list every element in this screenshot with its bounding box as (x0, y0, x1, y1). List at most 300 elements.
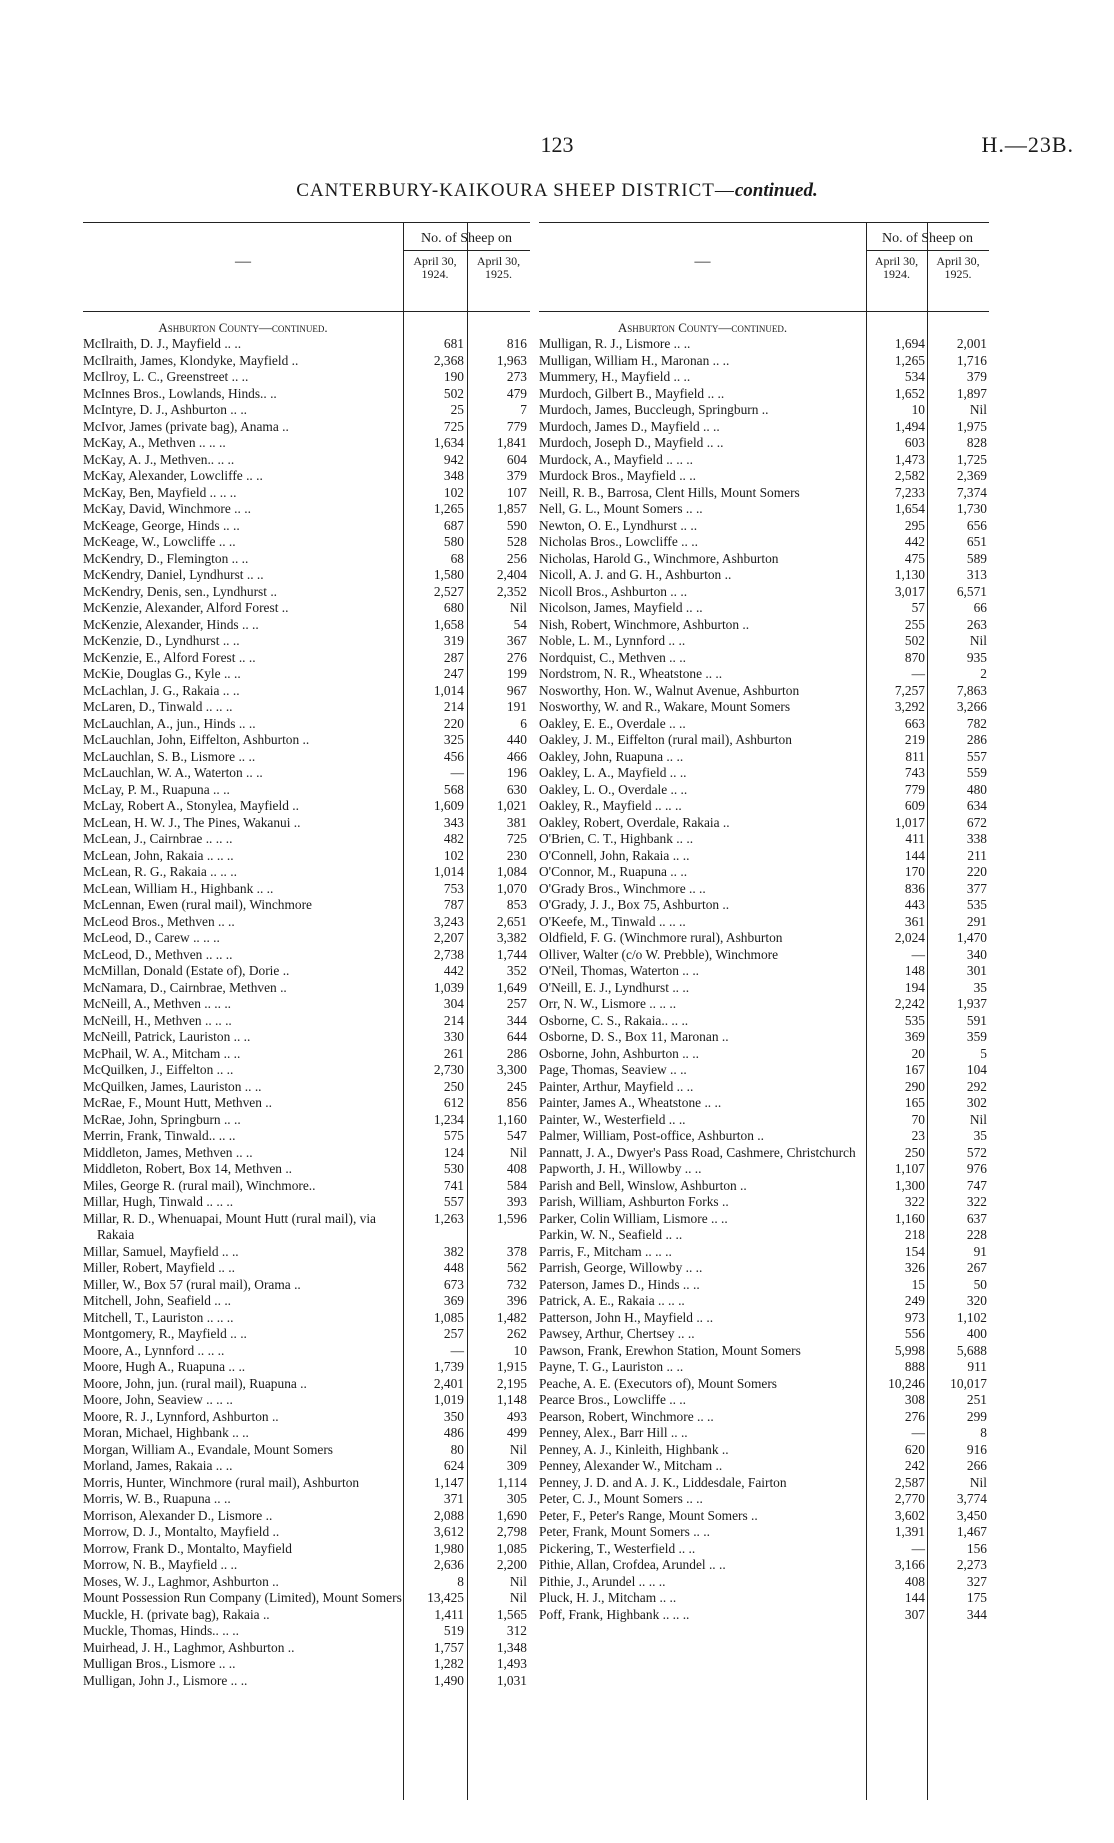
sheep-count-1924: 1,490 (433, 1672, 464, 1688)
sheep-count-1925: 440 (506, 732, 527, 747)
sheep-count-1924: 482 (443, 831, 464, 846)
sheep-count-1924: — (450, 1342, 464, 1358)
holder-name: Oakley, John, Ruapuna .. .. (539, 748, 684, 764)
table-row (539, 419, 989, 436)
sheep-count-1925: 196 (506, 765, 527, 780)
sheep-count-1925: 572 (966, 1144, 987, 1160)
holder-name: O'Connor, M., Ruapuna .. .. (539, 864, 688, 879)
table-row (539, 1574, 989, 1591)
sheep-count-1925: 400 (966, 1326, 987, 1341)
table-row (83, 699, 530, 716)
sheep-count-1925: 3,450 (956, 1507, 987, 1523)
sheep-count-1924: 609 (904, 798, 925, 813)
sheep-count-1924: — (911, 1540, 925, 1556)
left-date-1925-heading (467, 255, 530, 281)
sheep-count-1925: 479 (506, 385, 527, 401)
table-row (83, 848, 530, 865)
table-row (83, 765, 530, 782)
right-rows (539, 336, 989, 1623)
holder-name: Patrick, A. E., Rakaia .. .. .. (539, 1293, 685, 1308)
sheep-count-1924: 214 (443, 1012, 464, 1028)
holder-name: Miller, W., Box 57 (rural mail), Orama .. (83, 1276, 301, 1292)
table-row (83, 501, 530, 518)
sheep-count-1924: 888 (904, 1359, 925, 1374)
table-row (83, 1293, 530, 1310)
sheep-count-1925: 8 (980, 1425, 987, 1440)
sheep-count-1924: 448 (443, 1260, 464, 1275)
table-row (539, 518, 989, 535)
sheep-count-1924: — (911, 1425, 925, 1440)
table-row (83, 1343, 530, 1360)
sheep-count-1925: 535 (966, 897, 987, 912)
holder-name: McLennan, Ewen (rural mail), Winchmore (83, 897, 313, 912)
sheep-count-1925: 499 (506, 1425, 527, 1440)
sheep-count-1925: 2,195 (496, 1375, 527, 1391)
sheep-count-1924: 7,257 (894, 682, 925, 698)
sheep-count-1925: 584 (506, 1177, 527, 1193)
sheep-count-1924: 304 (443, 996, 464, 1011)
sheep-count-1924: 68 (450, 550, 464, 566)
holder-name: McNamara, D., Cairnbrae, Methven .. (83, 979, 287, 995)
sheep-count-1924: 295 (904, 517, 925, 533)
sheep-count-1924: 167 (904, 1062, 925, 1077)
sheep-count-1925: 245 (506, 1078, 527, 1094)
sheep-count-1924: 1,694 (894, 336, 925, 351)
sheep-count-1924: 247 (443, 666, 464, 681)
table-row (539, 666, 989, 683)
table-row (83, 1326, 530, 1343)
left-date-1924-line1: April 30, (413, 254, 457, 268)
sheep-count-1925: 309 (506, 1458, 527, 1473)
holder-name: McNeill, Patrick, Lauriston .. .. (83, 1029, 251, 1044)
holder-name: Peache, A. E. (Executors of), Mount Somers (539, 1375, 778, 1391)
table-row (539, 1095, 989, 1112)
table-row (83, 1046, 530, 1063)
sheep-count-1924: 102 (443, 484, 464, 500)
holder-name: McQuilken, James, Lauriston .. .. (83, 1078, 262, 1094)
table-row (83, 1524, 530, 1541)
sheep-count-1925: 1,963 (496, 352, 527, 368)
sheep-count-1925: 651 (966, 534, 987, 549)
holder-name: Oakley, E. E., Overdale .. .. (539, 715, 686, 731)
holder-name: Neill, R. B., Barrosa, Clent Hills, Mount Somers (539, 484, 800, 500)
sheep-count-1924: 3,243 (433, 913, 464, 929)
table-row (539, 353, 989, 370)
holder-name: Millar, R. D., Whenuapai, Mount Hutt (rural mail), via Rakaia (83, 1210, 377, 1242)
holder-name: Morris, Hunter, Winchmore (rural mail), Ashburton (83, 1474, 360, 1490)
table-row (83, 1062, 530, 1079)
right-date-1925-line1: April 30, (936, 254, 980, 268)
sheep-count-1924: 80 (450, 1441, 464, 1457)
table-row (539, 1392, 989, 1409)
table-row (83, 1508, 530, 1525)
holder-name: McIlroy, L. C., Greenstreet .. .. (83, 369, 249, 384)
sheep-count-1924: 242 (904, 1458, 925, 1473)
table-row (539, 699, 989, 716)
sheep-count-1925: 377 (966, 880, 987, 896)
holder-name: Pawson, Frank, Erewhon Station, Mount Somers (539, 1342, 801, 1358)
holder-name: Nicholas, Harold G., Winchmore, Ashburton (539, 550, 779, 566)
sheep-count-1925: 344 (506, 1012, 527, 1028)
sheep-count-1924: 1,234 (433, 1111, 464, 1127)
table-row (83, 485, 530, 502)
table-row (83, 584, 530, 601)
holder-name: Parrish, George, Willowby .. .. (539, 1260, 703, 1275)
holder-name: McLean, J., Cairnbrae .. .. .. (83, 831, 233, 846)
table-row (83, 914, 530, 931)
sheep-count-1925: 6,571 (956, 583, 987, 599)
left-table-header (83, 222, 530, 312)
sheep-count-1925: 1,725 (956, 451, 987, 467)
sheep-count-1925: 725 (506, 831, 527, 846)
holder-name: Morrow, D. J., Montalto, Mayfield .. (83, 1524, 280, 1539)
holder-name: Morgan, William A., Evandale, Mount Somers (83, 1441, 334, 1457)
sheep-count-1924: 255 (904, 616, 925, 632)
sheep-count-1924: 1,017 (894, 814, 925, 830)
sheep-count-1924: 3,292 (894, 699, 925, 714)
holder-name: Painter, James A., Wheatstone .. .. (539, 1095, 722, 1110)
table-row (539, 963, 989, 980)
sheep-count-1924: 70 (911, 1111, 925, 1127)
sheep-count-1924: 443 (904, 897, 925, 912)
sheep-count-1924: 3,017 (894, 583, 925, 599)
holder-name: McLay, Robert A., Stonylea, Mayfield .. (83, 798, 299, 813)
holder-name: Pithie, J., Arundel .. .. .. (539, 1573, 666, 1589)
sheep-count-1925: 3,774 (956, 1491, 987, 1506)
table-row (539, 1112, 989, 1129)
sheep-count-1924: 3,612 (433, 1524, 464, 1539)
table-row (83, 798, 530, 815)
sheep-count-1925: 191 (506, 699, 527, 714)
sheep-count-1924: — (450, 765, 464, 780)
sheep-count-1925: Nil (509, 1441, 527, 1457)
table-row (539, 1343, 989, 1360)
sheep-count-1925: 327 (966, 1573, 987, 1589)
table-row (539, 600, 989, 617)
table-row (539, 1046, 989, 1063)
sheep-count-1924: 1,039 (433, 979, 464, 995)
holder-name: Nicoll Bros., Ashburton .. .. (539, 583, 688, 599)
sheep-count-1924: 1,634 (433, 435, 464, 450)
sheep-count-1925: 228 (966, 1227, 987, 1242)
table-row (539, 534, 989, 551)
sheep-count-1924: 743 (904, 765, 925, 780)
sheep-count-1925: 782 (966, 715, 987, 731)
sheep-count-1925: Nil (509, 1144, 527, 1160)
left-date-1924-line2: 1924. (421, 267, 449, 281)
holder-name: Millar, Samuel, Mayfield .. .. (83, 1243, 239, 1259)
table-row (83, 831, 530, 848)
holder-name: McIlraith, D. J., Mayfield .. .. (83, 336, 242, 351)
sheep-count-1924: 408 (904, 1573, 925, 1589)
holder-name: Moran, Michael, Highbank .. .. (83, 1425, 249, 1440)
table-row (539, 1211, 989, 1228)
sheep-count-1924: 2,636 (433, 1557, 464, 1572)
holder-name: McRae, John, Springburn .. .. (83, 1111, 241, 1127)
sheep-count-1924: 2,401 (433, 1375, 464, 1391)
table-row (83, 567, 530, 584)
sheep-count-1924: 411 (905, 831, 925, 846)
sheep-count-1925: 1,482 (496, 1309, 527, 1325)
holder-name: Pluck, H. J., Mitcham .. .. (539, 1590, 677, 1605)
right-date-1924-line1: April 30, (874, 254, 919, 268)
sheep-count-1924: 214 (443, 699, 464, 714)
holder-name: McIntyre, D. J., Ashburton .. .. (83, 402, 248, 417)
table-row (539, 1359, 989, 1376)
table-row (83, 1425, 530, 1442)
holder-name: McLeod Bros., Methven .. .. (83, 913, 235, 929)
holder-name: Parish and Bell, Winslow, Ashburton .. (539, 1177, 747, 1193)
table-row (539, 1458, 989, 1475)
sheep-count-1925: 286 (966, 732, 987, 747)
sheep-count-1925: 7,374 (956, 484, 987, 500)
table-row (83, 996, 530, 1013)
sheep-count-1924: 1,160 (894, 1210, 925, 1226)
sheep-count-1924: 10 (911, 402, 925, 417)
sheep-count-1924: 13,425 (427, 1590, 464, 1605)
sheep-count-1925: 352 (506, 963, 527, 978)
table-row (539, 1376, 989, 1393)
holder-name: McKie, Douglas G., Kyle .. .. (83, 666, 241, 681)
table-row (539, 386, 989, 403)
table-row (83, 1541, 530, 1558)
sheep-count-1925: 562 (506, 1260, 527, 1275)
table-row (539, 782, 989, 799)
table-row (83, 1310, 530, 1327)
holder-name: Pearce Bros., Lowcliffe .. .. (539, 1392, 687, 1407)
sheep-count-1924: 250 (904, 1144, 925, 1160)
table-row (539, 765, 989, 782)
holder-name: Nicholas Bros., Lowcliffe .. .. (539, 534, 698, 549)
holder-name: Millar, Hugh, Tinwald .. .. .. (83, 1194, 234, 1209)
table-row (539, 501, 989, 518)
sheep-count-1924: 257 (443, 1326, 464, 1341)
sheep-count-1924: 220 (443, 715, 464, 731)
sheep-count-1925: 220 (966, 864, 987, 879)
holder-name: Mitchell, John, Seafield .. .. (83, 1293, 232, 1308)
sheep-count-1924: 1,739 (433, 1359, 464, 1374)
sheep-count-1925: 408 (506, 1161, 527, 1176)
holder-name: O'Grady, J. J., Box 75, Ashburton .. (539, 897, 730, 912)
sheep-count-1925: 1,744 (496, 946, 527, 962)
sheep-count-1925: 967 (506, 682, 527, 698)
sheep-count-1925: 747 (966, 1177, 987, 1193)
sheep-count-1925: 396 (506, 1293, 527, 1308)
sheep-count-1925: 1,102 (956, 1309, 987, 1325)
sheep-count-1925: 5 (980, 1045, 987, 1061)
table-row (83, 749, 530, 766)
sheep-count-1924: 348 (443, 468, 464, 483)
sheep-count-1924: 144 (904, 847, 925, 863)
table-row (539, 633, 989, 650)
table-row (83, 881, 530, 898)
sheep-count-1925: 1,975 (956, 418, 987, 434)
sheep-count-1924: 1,265 (894, 352, 925, 368)
sheep-count-1925: 301 (966, 963, 987, 978)
holder-name: McLeod, D., Carew .. .. .. (83, 930, 220, 945)
sheep-count-1924: 1,265 (433, 501, 464, 516)
table-row (539, 650, 989, 667)
table-row (83, 452, 530, 469)
table-row (83, 1145, 530, 1162)
sheep-count-1925: 256 (506, 550, 527, 566)
holder-name: Penney, A. J., Kinleith, Highbank .. (539, 1441, 729, 1457)
sheep-count-1924: 836 (904, 880, 925, 896)
table-row (83, 435, 530, 452)
table-row (83, 633, 530, 650)
left-date-1924-heading (403, 255, 467, 281)
sheep-count-1925: 312 (506, 1623, 527, 1638)
sheep-count-1924: 779 (904, 781, 925, 797)
holder-name: Peter, Frank, Mount Somers .. .. (539, 1524, 710, 1539)
table-row (83, 666, 530, 683)
holder-name: Mummery, H., Mayfield .. .. (539, 369, 691, 384)
sheep-count-1924: 124 (443, 1144, 464, 1160)
table-row (83, 980, 530, 997)
right-name-column-heading: — (694, 253, 711, 270)
table-row (83, 1178, 530, 1195)
holder-name: Penney, Alex., Barr Hill .. .. (539, 1425, 688, 1440)
table-row (539, 815, 989, 832)
table-row (539, 336, 989, 353)
sheep-count-1924: 287 (443, 649, 464, 665)
sheep-count-1925: 976 (966, 1161, 987, 1176)
sheep-count-1924: 663 (904, 715, 925, 731)
holder-name: Pearson, Robert, Winchmore .. .. (539, 1408, 714, 1424)
table-row (83, 1376, 530, 1393)
holder-name: Olliver, Walter (c/o W. Prebble), Winchmore (539, 946, 779, 962)
sheep-count-1925: 6 (520, 715, 527, 731)
sheep-count-1925: 344 (966, 1606, 987, 1622)
sheep-count-1924: 870 (904, 649, 925, 665)
sheep-count-1924: 25 (450, 402, 464, 417)
table-row (539, 897, 989, 914)
sheep-count-1924: 556 (904, 1326, 925, 1341)
sheep-count-1924: 326 (904, 1260, 925, 1275)
table-row (539, 1145, 989, 1162)
table-row (83, 1161, 530, 1178)
sheep-count-1924: 350 (443, 1408, 464, 1424)
sheep-count-1925: 50 (973, 1276, 987, 1292)
holder-name: Muckle, H. (private bag), Rakaia .. (83, 1606, 270, 1622)
holder-name: Nordquist, C., Methven .. .. (539, 649, 686, 665)
holder-name: Moses, W. J., Laghmor, Ashburton .. (83, 1573, 279, 1589)
sheep-count-1924: 369 (904, 1029, 925, 1044)
holder-name: Murdoch, James, Buccleugh, Springburn .. (539, 402, 769, 417)
table-row (83, 353, 530, 370)
table-row (539, 1244, 989, 1261)
page-reference: H.—23B. (981, 132, 1074, 157)
sheep-count-1925: 379 (506, 468, 527, 483)
holder-name: Nish, Robert, Winchmore, Ashburton .. (539, 616, 750, 632)
sheep-count-1925: 66 (973, 600, 987, 615)
table-row (83, 1458, 530, 1475)
sheep-count-1925: 2,001 (956, 336, 987, 351)
sheep-count-1924: 1,658 (433, 616, 464, 632)
table-row (83, 534, 530, 551)
holder-name: Oakley, L. A., Mayfield .. .. (539, 765, 687, 780)
sheep-count-1924: 1,147 (433, 1474, 464, 1490)
holder-name: McKenzie, Alexander, Alford Forest .. (83, 600, 289, 615)
sheep-count-1925: 156 (966, 1540, 987, 1556)
sheep-count-1924: 1,085 (433, 1309, 464, 1325)
sheep-count-1925: 557 (966, 748, 987, 764)
sheep-count-1924: 261 (443, 1045, 464, 1061)
holder-name: Morland, James, Rakaia .. .. (83, 1458, 233, 1473)
sheep-count-1924: 382 (443, 1243, 464, 1259)
sheep-count-1924: 2,587 (894, 1474, 925, 1490)
holder-name: McKendry, Denis, sen., Lyndhurst .. (83, 583, 278, 599)
sheep-count-1924: 681 (443, 336, 464, 351)
holder-name: Parker, Colin William, Lismore .. .. (539, 1210, 728, 1226)
table-row (539, 996, 989, 1013)
sheep-count-1924: 307 (904, 1606, 925, 1622)
sheep-count-1925: 322 (966, 1194, 987, 1209)
sheep-count-1924: 741 (443, 1177, 464, 1193)
holder-name: Papworth, J. H., Willowby .. .. (539, 1161, 702, 1176)
table-row (83, 897, 530, 914)
table-row (83, 336, 530, 353)
table-row (83, 1557, 530, 1574)
sheep-count-1925: 1,031 (496, 1672, 527, 1688)
table-row (539, 1508, 989, 1525)
sheep-count-1924: 20 (911, 1045, 925, 1061)
sheep-count-1924: 15 (911, 1276, 925, 1292)
sheep-count-1924: 1,757 (433, 1639, 464, 1655)
sheep-count-1924: 1,580 (433, 567, 464, 582)
holder-name: O'Keefe, M., Tinwald .. .. .. (539, 913, 686, 929)
holder-name: Mulligan Bros., Lismore .. .. (83, 1656, 236, 1671)
holder-name: Noble, L. M., Lynnford .. .. (539, 633, 686, 648)
holder-name: Mulligan, R. J., Lismore .. .. (539, 336, 691, 351)
holder-name: McIvor, James (private bag), Anama .. (83, 418, 289, 434)
holder-name: Moore, John, Seaview .. .. .. (83, 1392, 233, 1407)
table-row (83, 518, 530, 535)
sheep-count-1925: 338 (966, 831, 987, 846)
sheep-count-1924: 249 (904, 1293, 925, 1308)
sheep-count-1924: 787 (443, 897, 464, 912)
left-table (83, 222, 530, 1800)
page-number: 123 (540, 132, 574, 157)
right-table-body (539, 312, 989, 1800)
table-row (539, 1013, 989, 1030)
table-row (83, 716, 530, 733)
holder-name: McKenzie, Alexander, Hinds .. .. (83, 616, 259, 632)
table-row (539, 848, 989, 865)
sheep-count-1924: 725 (443, 418, 464, 434)
sheep-count-1924: 5,998 (894, 1342, 925, 1358)
sheep-count-1924: 276 (904, 1408, 925, 1424)
sheep-count-1925: Nil (969, 402, 987, 417)
holder-name: O'Neill, E. J., Lyndhurst .. .. (539, 979, 690, 995)
table-row (539, 1557, 989, 1574)
holder-name: McKay, Ben, Mayfield .. .. .. (83, 484, 237, 500)
table-row (83, 600, 530, 617)
sheep-count-1925: 2,273 (956, 1557, 987, 1572)
holder-name: Nicolson, James, Mayfield .. .. (539, 600, 703, 615)
sheep-count-1925: 916 (966, 1441, 987, 1457)
sheep-count-1924: — (911, 666, 925, 681)
sheep-count-1925: 2,200 (496, 1557, 527, 1572)
holder-name: McMillan, Donald (Estate of), Dorie .. (83, 963, 290, 978)
table-row (83, 402, 530, 419)
holder-name: McKenzie, E., Alford Forest .. .. (83, 649, 256, 665)
sheep-count-1925: 54 (513, 616, 527, 632)
table-row (83, 1673, 530, 1690)
sheep-count-1924: 308 (904, 1392, 925, 1407)
sheep-count-1924: 680 (443, 600, 464, 615)
sheep-count-1925: 732 (506, 1276, 527, 1292)
